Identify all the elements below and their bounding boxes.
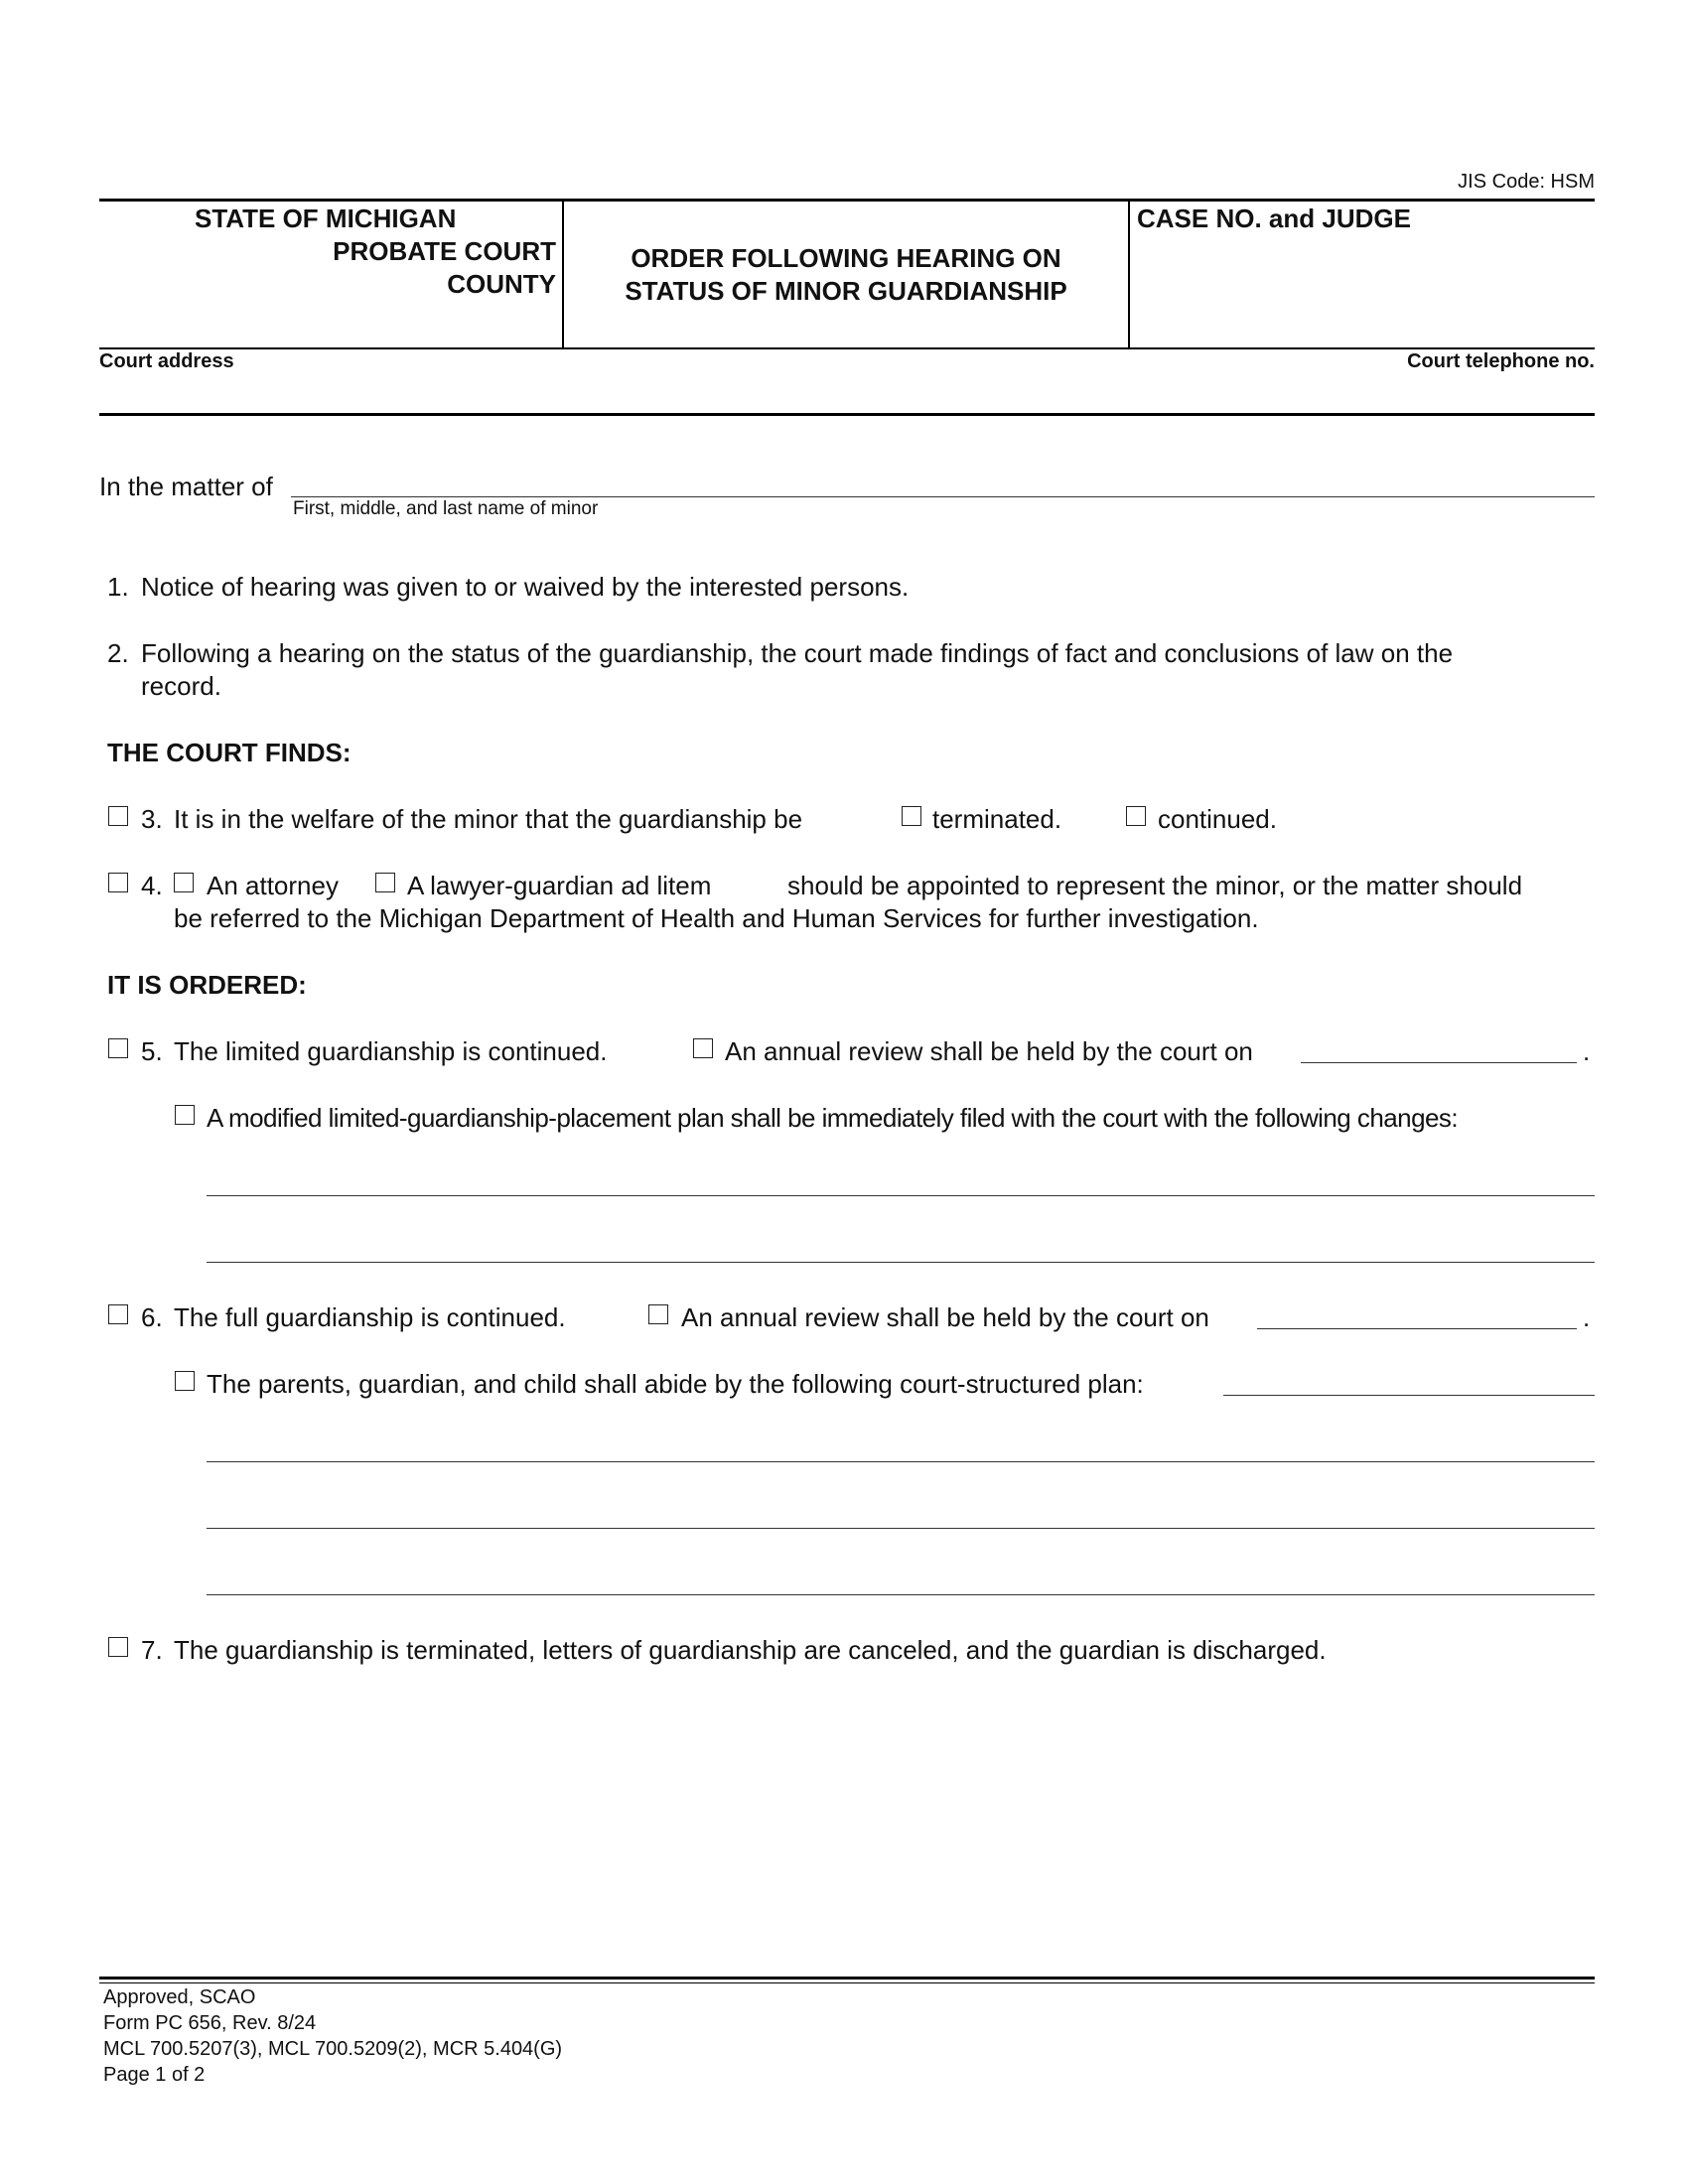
item6-review-date-field[interactable] bbox=[1257, 1328, 1577, 1329]
item6-plan-line0[interactable] bbox=[1223, 1395, 1595, 1396]
court-label: PROBATE COURT bbox=[333, 236, 556, 266]
court-address-label: Court address bbox=[99, 350, 234, 372]
address-rule bbox=[99, 413, 1595, 416]
item6-review-label: An annual review shall be held by the court on bbox=[681, 1302, 1209, 1332]
item5-plan-line1[interactable] bbox=[207, 1195, 1595, 1196]
item5-period: . bbox=[1583, 1036, 1591, 1066]
item4-number: 4. bbox=[141, 871, 163, 900]
footer-page-number: Page 1 of 2 bbox=[103, 2064, 206, 2086]
item5-review-date-field[interactable] bbox=[1301, 1062, 1577, 1063]
item6-number: 6. bbox=[141, 1302, 163, 1332]
item5-number: 5. bbox=[141, 1036, 163, 1066]
item3-terminated-label: terminated. bbox=[932, 804, 1062, 834]
minor-name-field[interactable] bbox=[291, 496, 1595, 497]
item3-continued-label: continued. bbox=[1158, 804, 1277, 834]
county-label: COUNTY bbox=[447, 269, 556, 299]
state-label: STATE OF MICHIGAN bbox=[195, 204, 457, 233]
item7-number: 7. bbox=[141, 1635, 163, 1665]
item2-text-line1: Following a hearing on the status of the guardianship, the court made findings of fact and conclusions of law on the bbox=[141, 638, 1454, 668]
item3-number: 3. bbox=[141, 804, 163, 834]
court-finds-heading: THE COURT FINDS: bbox=[107, 738, 352, 767]
footer-rule-bottom bbox=[99, 1982, 1595, 1983]
item1-number: 1. bbox=[107, 572, 129, 602]
item3-text: It is in the welfare of the minor that the guardianship be bbox=[174, 804, 803, 834]
item7-text: The guardianship is terminated, letters of guardianship are canceled, and the guardian is discharged. bbox=[174, 1635, 1327, 1665]
footer-rule-top bbox=[99, 1977, 1595, 1979]
item2-text-line2: record. bbox=[141, 671, 221, 701]
item6-plan-line3[interactable] bbox=[207, 1594, 1595, 1595]
item6-period: . bbox=[1583, 1302, 1591, 1332]
item2-number: 2. bbox=[107, 638, 129, 668]
header-divider-right bbox=[1128, 199, 1130, 348]
header-top-rule bbox=[99, 199, 1595, 202]
item6-plan-line2[interactable] bbox=[207, 1528, 1595, 1529]
item5-checkbox[interactable] bbox=[108, 1038, 128, 1058]
item5-review-checkbox[interactable] bbox=[693, 1038, 713, 1058]
case-no-judge-label: CASE NO. and JUDGE bbox=[1137, 204, 1411, 233]
footer-approved: Approved, SCAO bbox=[103, 1986, 256, 2008]
matter-label: In the matter of bbox=[99, 472, 273, 501]
header-bottom-rule bbox=[99, 347, 1595, 349]
item3-continued-checkbox[interactable] bbox=[1126, 806, 1146, 826]
item5-plan-label: A modified limited-guardianship-placement plan shall be immediately filed with the court with the following changes: bbox=[207, 1103, 1459, 1133]
it-is-ordered-heading: IT IS ORDERED: bbox=[107, 970, 307, 1000]
form-title-line2: STATUS OF MINOR GUARDIANSHIP bbox=[625, 276, 1067, 306]
item7-checkbox[interactable] bbox=[108, 1637, 128, 1657]
court-telephone-label: Court telephone no. bbox=[1407, 350, 1595, 372]
minor-name-caption: First, middle, and last name of minor bbox=[293, 498, 599, 519]
footer-statutes: MCL 700.5207(3), MCL 700.5209(2), MCR 5.404(G) bbox=[103, 2038, 563, 2060]
item4-checkbox[interactable] bbox=[108, 873, 128, 892]
item6-plan-label: The parents, guardian, and child shall abide by the following court-structured plan: bbox=[207, 1369, 1144, 1399]
item4-attorney-label: An attorney bbox=[207, 871, 339, 900]
item5-plan-line2[interactable] bbox=[207, 1262, 1595, 1263]
item6-plan-checkbox[interactable] bbox=[175, 1371, 195, 1391]
item6-text: The full guardianship is continued. bbox=[174, 1302, 566, 1332]
item5-plan-checkbox[interactable] bbox=[175, 1105, 195, 1125]
item3-terminated-checkbox[interactable] bbox=[902, 806, 921, 826]
item5-review-label: An annual review shall be held by the court on bbox=[725, 1036, 1253, 1066]
item5-text: The limited guardianship is continued. bbox=[174, 1036, 608, 1066]
item1-text: Notice of hearing was given to or waived by the interested persons. bbox=[141, 572, 910, 602]
item4-text-line2: be referred to the Michigan Department of Health and Human Services for further investigation. bbox=[174, 903, 1259, 933]
form-title-line1: ORDER FOLLOWING HEARING ON bbox=[631, 243, 1061, 273]
footer-form-number: Form PC 656, Rev. 8/24 bbox=[103, 2012, 317, 2034]
item4-text-line1: should be appointed to represent the minor, or the matter should bbox=[787, 871, 1523, 900]
item6-plan-line1[interactable] bbox=[207, 1461, 1595, 1462]
item6-checkbox[interactable] bbox=[108, 1304, 128, 1324]
item4-lgal-checkbox[interactable] bbox=[375, 873, 395, 892]
jis-code: JIS Code: HSM bbox=[1458, 171, 1595, 193]
item6-review-checkbox[interactable] bbox=[648, 1304, 668, 1324]
item4-lgal-label: A lawyer-guardian ad litem bbox=[407, 871, 712, 900]
item3-checkbox[interactable] bbox=[108, 806, 128, 826]
item4-attorney-checkbox[interactable] bbox=[174, 873, 194, 892]
